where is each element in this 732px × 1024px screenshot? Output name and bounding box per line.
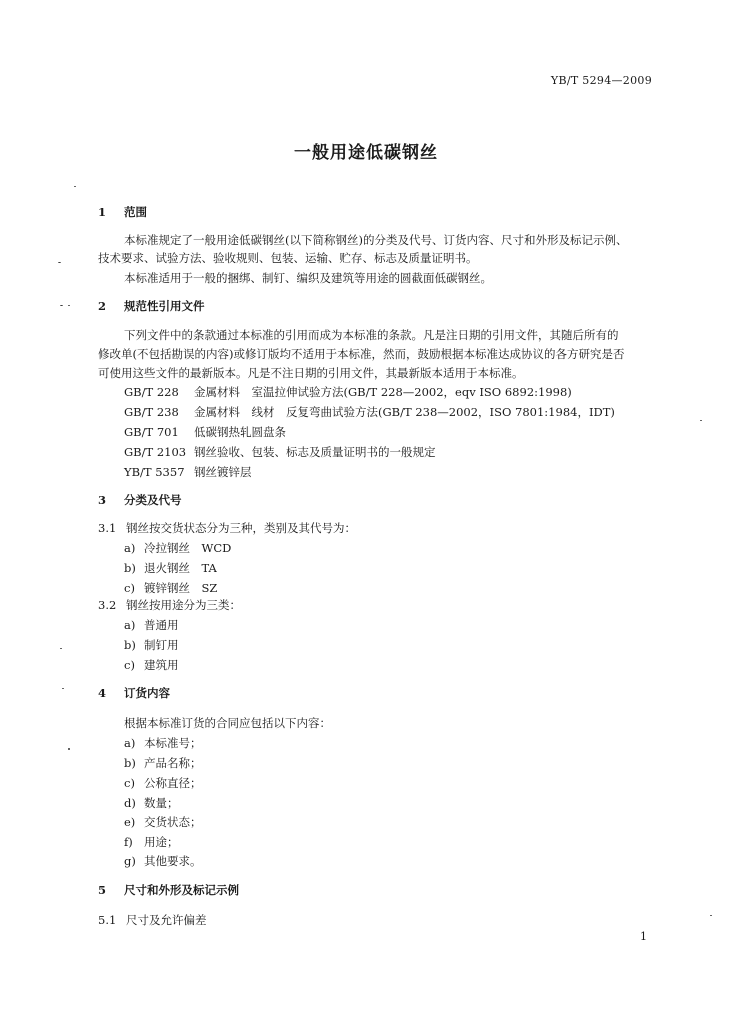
scan-speck	[68, 748, 70, 750]
page-number: 1	[640, 930, 647, 943]
list-item	[124, 561, 217, 575]
normative-reference	[124, 465, 252, 479]
section-1-heading	[98, 205, 147, 219]
list-item-label: e)	[124, 815, 136, 829]
section-5-heading	[98, 883, 239, 897]
list-item-text: 镀锌钢丝 SZ	[144, 581, 218, 595]
section-2-heading	[98, 299, 205, 313]
section-title: 订货内容	[124, 686, 170, 700]
reference-title: 低碳钢热轧圆盘条	[194, 425, 286, 439]
list-item-text: 本标准号；	[144, 736, 202, 750]
list-item	[124, 658, 179, 672]
section-2-para-line-1: 下列文件中的条款通过本标准的引用而成为本标准的条款。凡是注日期的引用文件，其随后所有的	[124, 328, 619, 342]
list-item	[124, 796, 179, 810]
scan-speck	[710, 915, 712, 916]
list-item-label: b)	[124, 638, 136, 652]
list-item-label: a)	[124, 618, 136, 632]
list-item	[124, 776, 202, 790]
normative-reference	[124, 405, 615, 419]
list-item	[124, 736, 202, 750]
reference-title: 钢丝镀锌层	[194, 465, 252, 479]
list-item-text: 公称直径；	[144, 776, 202, 790]
document-title: 一般用途低碳钢丝	[294, 143, 438, 163]
list-item-text: 其他要求。	[144, 854, 202, 868]
list-item	[124, 815, 202, 829]
list-item-text: 退火钢丝 TA	[144, 561, 217, 575]
section-title: 规范性引用文件	[124, 299, 205, 313]
list-item-text: 用途；	[144, 835, 179, 849]
normative-reference	[124, 425, 286, 439]
subsection-3-2	[98, 598, 241, 612]
subsection-number: 5.1	[98, 913, 117, 927]
list-item-text: 数量；	[144, 796, 179, 810]
section-number: 2	[98, 299, 107, 313]
list-item	[124, 541, 231, 555]
list-item-text: 制钉用	[144, 638, 179, 652]
section-title: 分类及代号	[124, 493, 182, 507]
list-item-label: c)	[124, 658, 135, 672]
list-item-text: 冷拉钢丝 WCD	[144, 541, 232, 555]
list-item	[124, 835, 179, 849]
list-item-label: b)	[124, 756, 136, 770]
section-2-para-line-3: 可使用这些文件的最新版本。凡是不注日期的引用文件，其最新版本适用于本标准。	[98, 366, 524, 380]
scan-speck	[68, 305, 70, 306]
reference-code: GB/T 228	[124, 385, 179, 399]
subsection-title: 钢丝按交货状态分为三种，类别及其代号为：	[126, 521, 356, 535]
list-item	[124, 854, 202, 868]
list-item-text: 交货状态；	[144, 815, 202, 829]
section-1-para-1-line-2: 技术要求、试验方法、验收规则、包装、运输、贮存、标志及质量证明书。	[98, 251, 478, 265]
list-item-label: g)	[124, 854, 136, 868]
list-item	[124, 756, 202, 770]
reference-code: YB/T 5357	[124, 465, 185, 479]
section-3-heading	[98, 493, 182, 507]
section-4-heading	[98, 686, 170, 700]
reference-title: 金属材料 线材 反复弯曲试验方法(GB/T 238—2002，ISO 7801:1984，IDT)	[194, 405, 615, 419]
list-item-label: c)	[124, 776, 135, 790]
subsection-number: 3.1	[98, 521, 117, 535]
section-4-intro: 根据本标准订货的合同应包括以下内容：	[124, 716, 331, 730]
section-2-para-line-2: 修改单(不包括勘误的内容)或修订版均不适用于本标准，然而，鼓励根据本标准达成协议的各方研究是否	[98, 347, 625, 361]
list-item-label: a)	[124, 736, 136, 750]
section-title: 尺寸和外形及标记示例	[124, 883, 239, 897]
normative-reference	[124, 445, 436, 459]
section-number: 1	[98, 205, 107, 219]
section-number: 5	[98, 883, 107, 897]
subsection-number: 3.2	[98, 598, 117, 612]
section-1-para-1-line-1: 本标准规定了一般用途低碳钢丝(以下简称钢丝)的分类及代号、订货内容、尺寸和外形及标记示例、	[124, 233, 628, 247]
list-item	[124, 581, 217, 595]
subsection-5-1	[98, 913, 207, 927]
list-item-text: 产品名称；	[144, 756, 202, 770]
reference-title: 金属材料 室温拉伸试验方法(GB/T 228—2002，eqv ISO 6892:1998)	[194, 385, 572, 399]
scan-speck	[74, 186, 76, 187]
section-number: 4	[98, 686, 107, 700]
list-item	[124, 618, 179, 632]
subsection-title: 钢丝按用途分为三类：	[126, 598, 241, 612]
section-1-para-2: 本标准适用于一般的捆绑、制钉、编织及建筑等用途的圆截面低碳钢丝。	[124, 271, 492, 285]
list-item-text: 普通用	[144, 618, 179, 632]
section-number: 3	[98, 493, 107, 507]
list-item	[124, 638, 179, 652]
list-item-text: 建筑用	[144, 658, 179, 672]
reference-code: GB/T 701	[124, 425, 179, 439]
list-item-label: c)	[124, 581, 135, 595]
scan-speck	[60, 305, 63, 306]
subsection-title: 尺寸及允许偏差	[126, 913, 207, 927]
reference-title: 钢丝验收、包装、标志及质量证明书的一般规定	[194, 445, 436, 459]
scan-speck	[700, 420, 702, 421]
list-item-label: b)	[124, 561, 136, 575]
section-title: 范围	[124, 205, 147, 219]
scan-speck	[58, 262, 61, 263]
reference-code: GB/T 2103	[124, 445, 187, 459]
scan-speck	[62, 688, 64, 689]
list-item-label: f)	[124, 835, 133, 849]
scan-speck	[60, 648, 62, 649]
list-item-label: d)	[124, 796, 136, 810]
list-item-label: a)	[124, 541, 136, 555]
subsection-3-1	[98, 521, 356, 535]
reference-code: GB/T 238	[124, 405, 179, 419]
normative-reference	[124, 385, 572, 399]
standard-code: YB/T 5294—2009	[550, 74, 652, 87]
